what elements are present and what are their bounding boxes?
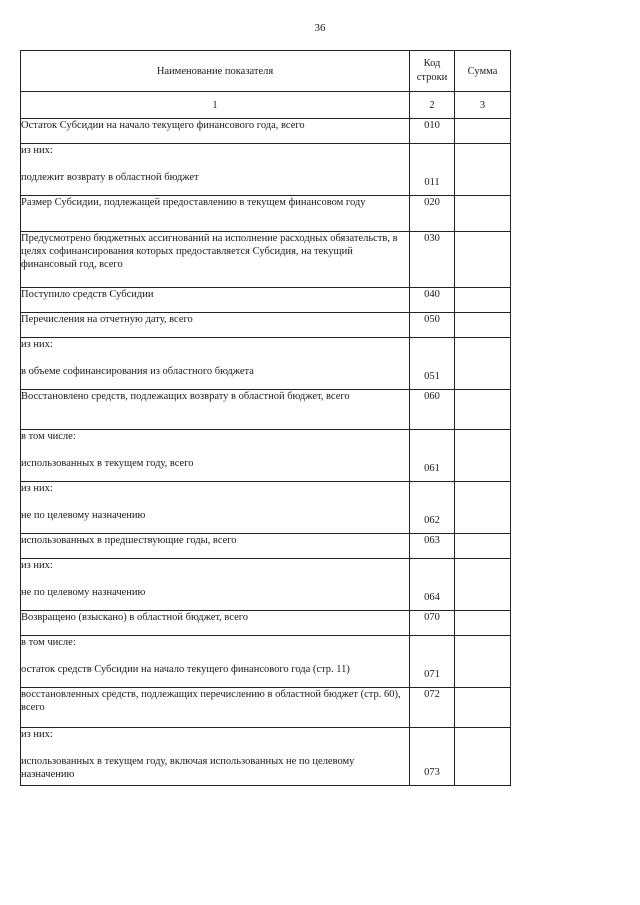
indicator-label: Перечисления на отчетную дату, всего bbox=[21, 314, 193, 325]
row-code-cell: 064 bbox=[410, 559, 455, 611]
sum-cell[interactable] bbox=[455, 728, 511, 786]
indicator-name-cell bbox=[21, 559, 410, 611]
indicator-label: использованных в предшествующие годы, всего bbox=[21, 535, 237, 546]
sum-cell[interactable] bbox=[455, 144, 511, 196]
sum-cell[interactable] bbox=[455, 196, 511, 232]
sum-cell[interactable] bbox=[455, 611, 511, 636]
sum-cell[interactable] bbox=[455, 430, 511, 482]
row-code-cell: 020 bbox=[410, 196, 455, 232]
table-row bbox=[21, 288, 511, 313]
row-code-cell: 063 bbox=[410, 534, 455, 559]
indicator-name-cell bbox=[21, 390, 410, 430]
row-code-cell: 030 bbox=[410, 232, 455, 288]
table-row bbox=[21, 534, 511, 559]
row-code-cell: 051 bbox=[410, 338, 455, 390]
indicator-label: остаток средств Субсидии на начало текущего финансового года (стр. 11) bbox=[21, 664, 350, 675]
table-row bbox=[21, 196, 511, 232]
indicator-label: Предусмотрено бюджетных ассигнований на исполнение расходных обязательств, в целях софинансирования которых предоставляется Субсидия, на текущий финансовый год, всего bbox=[21, 233, 398, 270]
table-body bbox=[21, 119, 511, 786]
table-row bbox=[21, 119, 511, 144]
table-row bbox=[21, 232, 511, 288]
indicator-label: Возвращено (взыскано) в областной бюджет, всего bbox=[21, 612, 249, 623]
column-number-1: 1 bbox=[21, 92, 410, 119]
header-sum: Сумма bbox=[455, 51, 511, 92]
indicator-group-label: в том числе: bbox=[21, 637, 76, 648]
table-row bbox=[21, 338, 511, 390]
indicator-label: Поступило средств Субсидии bbox=[21, 289, 154, 300]
indicator-label: в объеме софинансирования из областного бюджета bbox=[21, 366, 254, 377]
header-code-line1: Код bbox=[423, 58, 441, 69]
indicator-group-label: из них: bbox=[21, 729, 53, 740]
indicator-name-cell bbox=[21, 430, 410, 482]
indicator-label: использованных в текущем году, включая использованных не по целевому назначению bbox=[21, 756, 355, 780]
sum-cell[interactable] bbox=[455, 119, 511, 144]
sum-cell[interactable] bbox=[455, 559, 511, 611]
header-row bbox=[21, 51, 511, 92]
page-number: 36 bbox=[314, 22, 326, 34]
row-code-cell: 060 bbox=[410, 390, 455, 430]
row-code-cell: 073 bbox=[410, 728, 455, 786]
header-code bbox=[410, 51, 455, 92]
indicator-name-cell bbox=[21, 688, 410, 728]
row-code-cell: 010 bbox=[410, 119, 455, 144]
row-code-cell: 011 bbox=[410, 144, 455, 196]
indicator-name-cell bbox=[21, 728, 410, 786]
sum-cell[interactable] bbox=[455, 688, 511, 728]
indicator-name-cell bbox=[21, 119, 410, 144]
row-code-cell: 061 bbox=[410, 430, 455, 482]
sum-cell[interactable] bbox=[455, 288, 511, 313]
table-row bbox=[21, 559, 511, 611]
sum-cell[interactable] bbox=[455, 390, 511, 430]
indicator-name-cell bbox=[21, 232, 410, 288]
indicator-group-label: в том числе: bbox=[21, 431, 76, 442]
table-row bbox=[21, 636, 511, 688]
table-row bbox=[21, 688, 511, 728]
report-table bbox=[20, 50, 511, 786]
sum-cell[interactable] bbox=[455, 338, 511, 390]
indicator-name-cell bbox=[21, 338, 410, 390]
indicator-name-cell bbox=[21, 534, 410, 559]
indicator-group-label: из них: bbox=[21, 145, 53, 156]
indicator-label: использованных в текущем году, всего bbox=[21, 458, 194, 469]
indicator-group-label: из них: bbox=[21, 339, 53, 350]
sum-cell[interactable] bbox=[455, 534, 511, 559]
row-code-cell: 070 bbox=[410, 611, 455, 636]
indicator-name-cell bbox=[21, 482, 410, 534]
column-numbers-row bbox=[21, 92, 511, 119]
column-number-2: 2 bbox=[410, 92, 455, 119]
sum-cell[interactable] bbox=[455, 482, 511, 534]
indicator-label: Остаток Субсидии на начало текущего финансового года, всего bbox=[21, 120, 305, 131]
table-row bbox=[21, 430, 511, 482]
indicator-name-cell bbox=[21, 144, 410, 196]
indicator-label: восстановленных средств, подлежащих перечислению в областной бюджет (стр. 60), всего bbox=[21, 689, 401, 713]
indicator-group-label: из них: bbox=[21, 560, 53, 571]
indicator-group-label: из них: bbox=[21, 483, 53, 494]
sum-cell[interactable] bbox=[455, 232, 511, 288]
table-row bbox=[21, 728, 511, 786]
indicator-label: не по целевому назначению bbox=[21, 587, 146, 598]
column-number-3: 3 bbox=[455, 92, 511, 119]
indicator-label: подлежит возврату в областной бюджет bbox=[21, 172, 199, 183]
header-name: Наименование показателя bbox=[21, 51, 410, 92]
table-row bbox=[21, 482, 511, 534]
row-code-cell: 071 bbox=[410, 636, 455, 688]
indicator-label: Восстановлено средств, подлежащих возврату в областной бюджет, всего bbox=[21, 391, 350, 402]
row-code-cell: 062 bbox=[410, 482, 455, 534]
table-row bbox=[21, 144, 511, 196]
row-code-cell: 040 bbox=[410, 288, 455, 313]
indicator-name-cell bbox=[21, 313, 410, 338]
indicator-name-cell bbox=[21, 196, 410, 232]
indicator-name-cell bbox=[21, 611, 410, 636]
indicator-name-cell bbox=[21, 288, 410, 313]
indicator-label: Размер Субсидии, подлежащей предоставлению в текущем финансовом году bbox=[21, 197, 366, 208]
sum-cell[interactable] bbox=[455, 313, 511, 338]
table-row bbox=[21, 390, 511, 430]
indicator-label: не по целевому назначению bbox=[21, 510, 146, 521]
sum-cell[interactable] bbox=[455, 636, 511, 688]
header-code-line2: строки bbox=[416, 72, 448, 83]
row-code-cell: 050 bbox=[410, 313, 455, 338]
row-code-cell: 072 bbox=[410, 688, 455, 728]
indicator-name-cell bbox=[21, 636, 410, 688]
table-row bbox=[21, 611, 511, 636]
table-row bbox=[21, 313, 511, 338]
